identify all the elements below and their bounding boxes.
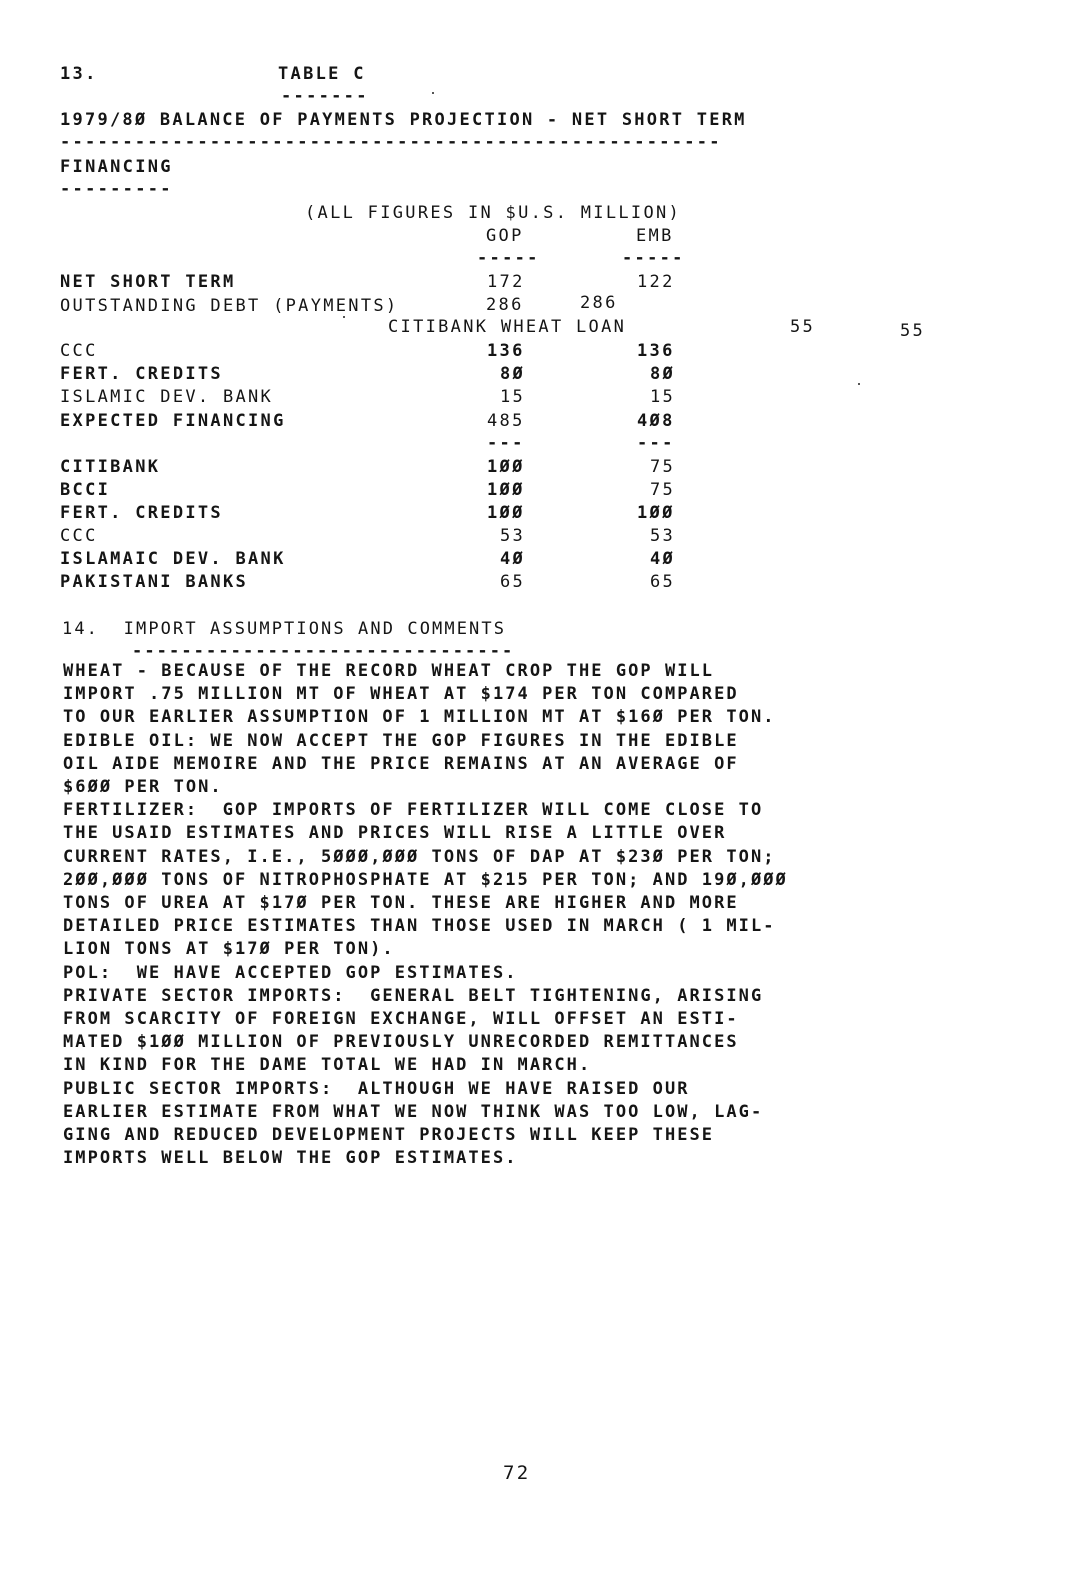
row-gop-value: 485 [487,411,525,431]
financing-row-emb-value: 75 [650,457,676,477]
body-line: MATED $1ØØ MILLION OF PREVIOUSLY UNRECORDED REMITTANCES [63,1032,739,1053]
body-line: $6ØØ PER TON. [63,777,223,798]
financing-row-gop-value: 65 [500,572,526,592]
row-gop-value: 55 [790,317,816,337]
financing-row-emb-value: 65 [650,572,676,592]
col-header-emb-underline: ----- [622,248,685,268]
table-label: TABLE C [278,64,366,84]
scan-speck [432,92,434,94]
scan-speck [343,316,345,318]
table-title-line1: 1979/8Ø BALANCE OF PAYMENTS PROJECTION - NET SHORT TERM [60,110,747,130]
row-emb-value: 15 [650,387,676,407]
row-label: OUTSTANDING DEBT (PAYMENTS) [60,296,399,316]
body-line: LION TONS AT $17Ø PER TON). [63,939,395,960]
row-gop-value: 15 [500,387,526,407]
financing-row-label: ISLAMAIC DEV. BANK [60,549,286,569]
financing-row-gop-value: 1ØØ [487,503,525,523]
financing-row-gop-value: 53 [500,526,526,546]
body-line: PUBLIC SECTOR IMPORTS: ALTHOUGH WE HAVE RAISED OUR [63,1078,690,1099]
financing-row-label: CITIBANK [60,457,161,477]
subtotal-mark-gop: --- [487,433,525,453]
row-label: ISLAMIC DEV. BANK [60,387,274,407]
body-line: THE USAID ESTIMATES AND PRICES WILL RISE A LITTLE OVER [63,823,727,844]
section14-body [63,660,963,1170]
body-line: OIL AIDE MEMOIRE AND THE PRICE REMAINS AT AN AVERAGE OF [63,753,739,774]
body-line: WHEAT - BECAUSE OF THE RECORD WHEAT CROP THE GOP WILL [63,661,715,681]
row-label: CCC [60,341,98,361]
row-gop-value: 8Ø [500,364,526,384]
row-emb-value: 55 [900,321,926,341]
row-emb-value: 8Ø [650,364,676,384]
body-line: IN KIND FOR THE DAME TOTAL WE HAD IN MARCH. [63,1055,592,1076]
row-label: CITIBANK WHEAT LOAN [388,317,627,337]
body-line: EDIBLE OIL: WE NOW ACCEPT THE GOP FIGURES IN THE EDIBLE [63,730,739,751]
body-line: PRIVATE SECTOR IMPORTS: GENERAL BELT TIGHTENING, ARISING [63,985,764,1006]
body-line: TONS OF UREA AT $17Ø PER TON. THESE ARE HIGHER AND MORE [63,893,739,914]
section14-heading: 14. IMPORT ASSUMPTIONS AND COMMENTS [62,619,507,639]
table-title-underline2: --------- [60,179,173,199]
body-line: TO OUR EARLIER ASSUMPTION OF 1 MILLION MT AT $16Ø PER TON. [63,707,776,728]
section-number: 13. [60,64,98,84]
page-number: 72 [503,1462,531,1484]
row-label: NET SHORT TERM [60,272,236,292]
financing-row-label: BCCI [60,480,111,500]
row-label: EXPECTED FINANCING [60,411,286,431]
body-line: GING AND REDUCED DEVELOPMENT PROJECTS WILL KEEP THESE [63,1125,715,1146]
table-label-underline: ------- [281,86,369,106]
col-header-emb: EMB [636,226,674,246]
financing-row-label: FERT. CREDITS [60,503,223,523]
body-line: 2ØØ,ØØØ TONS OF NITROPHOSPHATE AT $215 PER TON; AND 19Ø,ØØØ [63,869,788,890]
col-header-gop: GOP [486,226,524,246]
row-label: FERT. CREDITS [60,364,223,384]
financing-row-gop-value: 1ØØ [487,480,525,500]
financing-row-gop-value: 4Ø [500,549,526,569]
row-gop-value: 172 [487,272,525,292]
section14-heading-underline: ------------------------------- [132,641,515,661]
col-header-gop-underline: ----- [477,248,540,268]
table-title-line2: FINANCING [60,157,173,177]
subtotal-mark-emb: --- [637,433,675,453]
body-line: FROM SCARCITY OF FOREIGN EXCHANGE, WILL OFFSET AN ESTI- [63,1009,739,1030]
body-line: CURRENT RATES, I.E., 5ØØØ,ØØØ TONS OF DAP AT $23Ø PER TON; [63,846,776,867]
row-gop-value: 136 [487,341,525,361]
table-title-underline1: ----------------------------------------------------- [60,132,722,152]
row-emb-value: 136 [637,341,675,361]
financing-row-label: PAKISTANI BANKS [60,572,249,592]
financing-row-gop-value: 1ØØ [487,457,525,477]
row-emb-value: 4Ø8 [637,411,675,431]
body-line: IMPORT .75 MILLION MT OF WHEAT AT $174 PER TON COMPARED [63,684,739,705]
body-line: IMPORTS WELL BELOW THE GOP ESTIMATES. [63,1148,518,1169]
financing-row-label: CCC [60,526,98,546]
body-line: DETAILED PRICE ESTIMATES THAN THOSE USED IN MARCH ( 1 MIL- [63,916,776,937]
financing-row-emb-value: 4Ø [650,549,676,569]
row-emb-value: 122 [637,272,675,292]
financing-row-emb-value: 1ØØ [637,503,675,523]
body-line: EARLIER ESTIMATE FROM WHAT WE NOW THINK WAS TOO LOW, LAG- [63,1101,764,1122]
row-emb-value: 286 [580,293,618,313]
row-gop-value: 286 [486,295,524,315]
units-note: (ALL FIGURES IN $U.S. MILLION) [305,203,682,223]
scan-speck [858,383,860,385]
financing-row-emb-value: 53 [650,526,676,546]
body-line: POL: WE HAVE ACCEPTED GOP ESTIMATES. [63,962,518,983]
body-line: FERTILIZER: GOP IMPORTS OF FERTILIZER WILL COME CLOSE TO [63,800,764,821]
financing-row-emb-value: 75 [650,480,676,500]
